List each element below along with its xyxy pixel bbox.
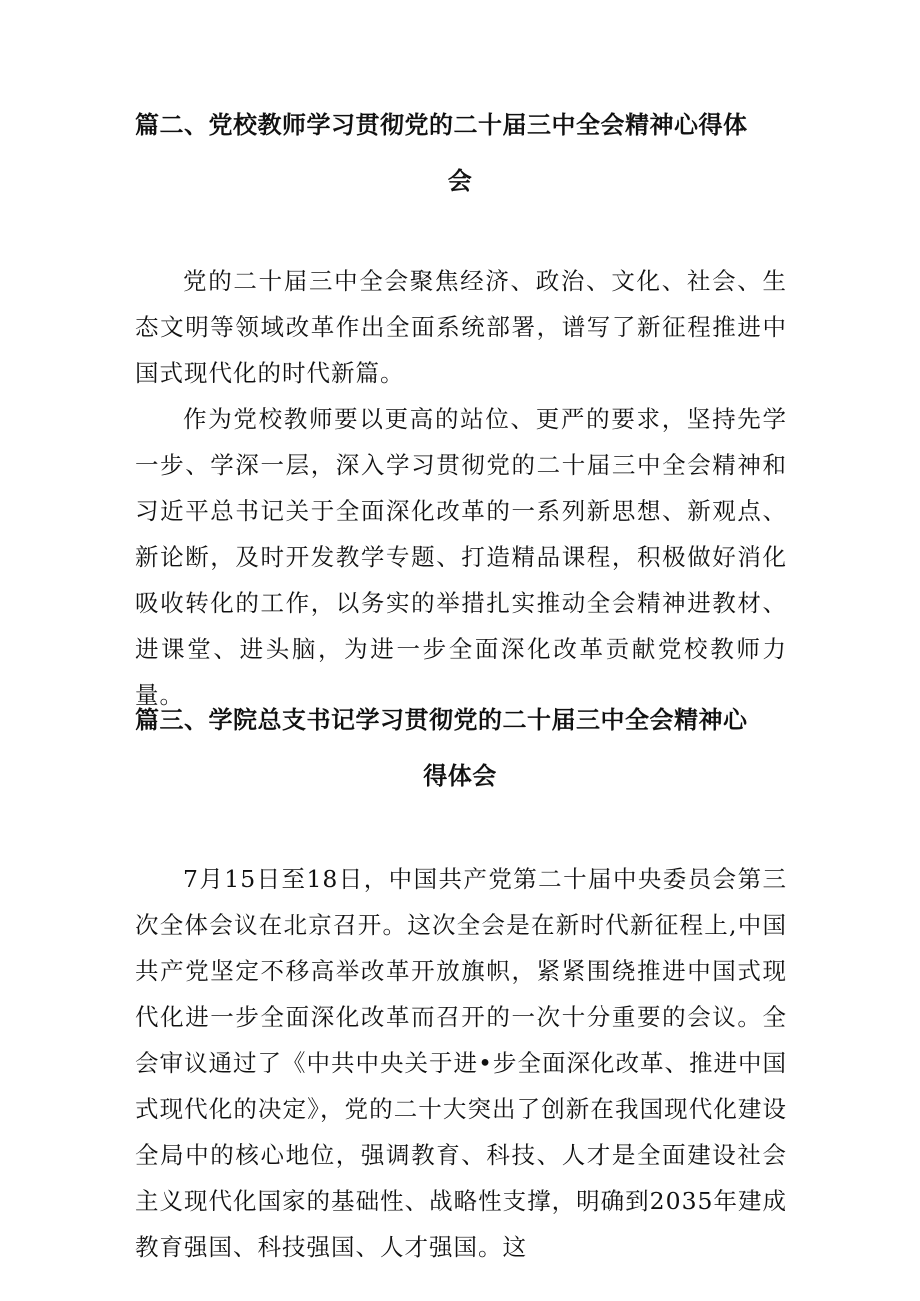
section-3-heading-line-1: 篇三、学院总支书记学习贯彻党的二十届三中全会精神心 <box>135 705 748 734</box>
section-2-body <box>135 258 787 718</box>
section-2-paragraph-1: 党的二十届三中全会聚焦经济、政治、文化、社会、生态文明等领域改革作出全面系统部署，谱写了新征程推进中国式现代化的时代新篇。 <box>135 267 787 387</box>
section-2-heading-line-1: 篇二、党校教师学习贯彻党的二十届三中全会精神心得体 <box>135 110 748 139</box>
section-3-body <box>135 856 787 1270</box>
section-3-heading-line-2: 得体会 <box>423 761 497 790</box>
section-2-heading-line-2: 会 <box>447 166 473 195</box>
section-2-heading <box>135 97 785 209</box>
section-3-paragraph-1: 7月15日至18日，中国共产党第二十届中央委员会第三次全体会议在北京召开。这次全会是在新时代新征程上,中国共产党坚定不移高举改革开放旗帜，紧紧围绕推进中国式现代化进一步全面深化改革而召开的一次十分重要的会议。全会审议通过了《中共中央关于进•步全面深化改革、推进中国式现代化的决定》，党的二十大突出了创新在我国现代化建设全局中的核心地位，强调教育、科技、人才是全面建设社会主义现代化国家的基础性、战略性支撑，明确到2035年建成教育强国、科技强国、人才强国。这 <box>135 865 787 1261</box>
section-3-heading <box>135 692 785 804</box>
section-2-paragraph-2: 作为党校教师要以更高的站位、更严的要求，坚持先学一步、学深一层，深入学习贯彻党的二十届三中全会精神和习近平总书记关于全面深化改革的一系列新思想、新观点、新论断，及时开发教学专题、打造精品课程，积极做好消化吸收转化的工作，以务实的举措扎实推动全会精神进教材、进课堂、进头脑，为进一步全面深化改革贡献党校教师力量。 <box>135 405 787 709</box>
